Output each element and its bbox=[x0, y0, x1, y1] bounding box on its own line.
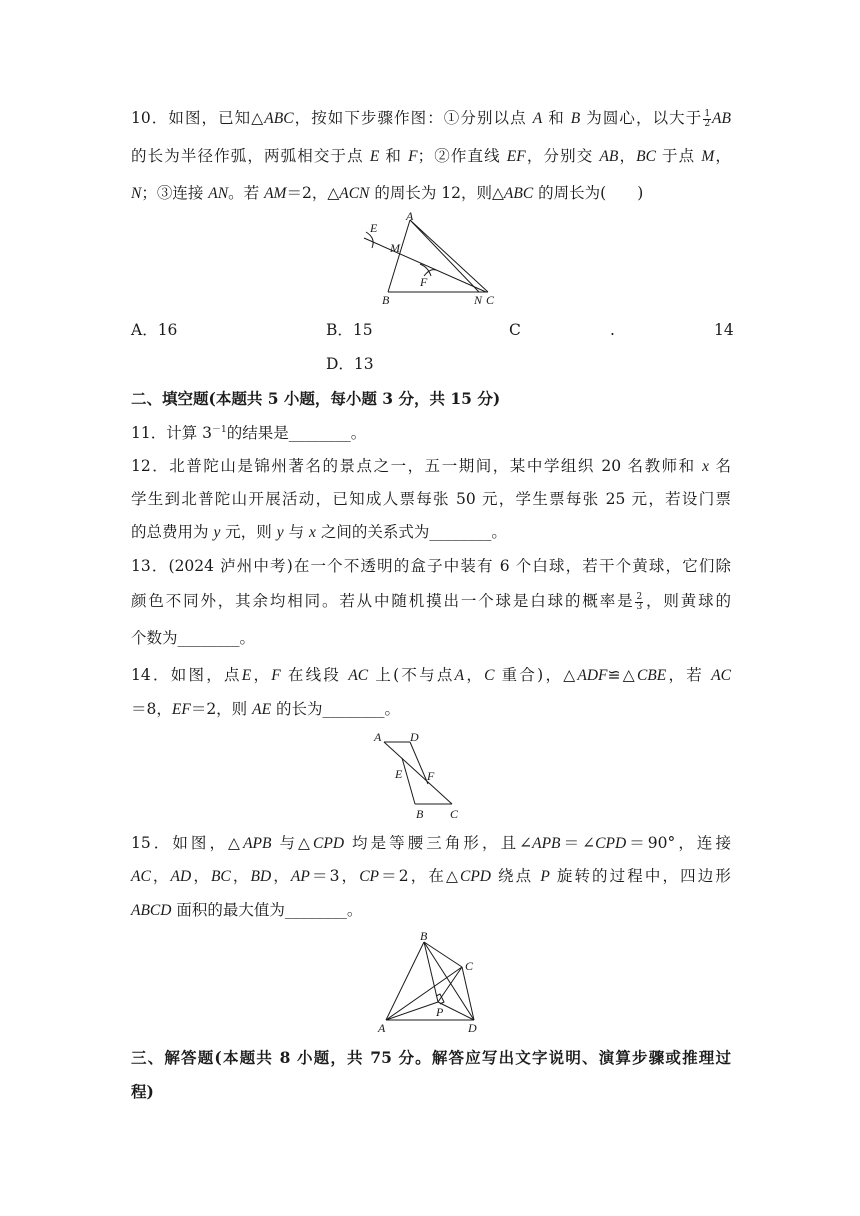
label-c: C bbox=[486, 293, 495, 307]
q14-congruent-figure bbox=[370, 728, 470, 824]
q15-rotation-figure bbox=[370, 930, 490, 1036]
q15-line-1: 15．如图，△APB 与△CPD 均是等腰三角形，且∠APB＝∠CPD＝90°，连接 bbox=[131, 834, 731, 852]
segment-ac bbox=[386, 967, 462, 1020]
option-c-dot: . bbox=[610, 321, 615, 339]
fraction-one-half: $\frac{1}{2}$ bbox=[704, 108, 711, 129]
section-2-heading: 二、填空题(本题共 5 小题，每小题 3 分，共 15 分) bbox=[131, 389, 501, 408]
section-3-heading-line-1: 三、解答题(本题共 8 小题，共 75 分。解答应写出文字说明、演算步骤或推理过 bbox=[131, 1048, 731, 1067]
label-b: B bbox=[416, 807, 424, 821]
q14-line-2: ＝8，EF＝2，则 AE 的长为________。 bbox=[131, 700, 401, 718]
label-p: P bbox=[436, 1005, 444, 1019]
option-b: B．15 bbox=[326, 321, 373, 339]
label-f: F bbox=[427, 769, 435, 783]
q10-line-1: 10．如图，已知△ABC，按如下步骤作图：①分别以点 A 和 B 为圆心，以大于 $\frac{1}{2}$ AB bbox=[131, 108, 731, 129]
q10-triangle-figure bbox=[360, 209, 510, 312]
q12-line-2: 学生到北普陀山开展活动，已知成人票每张 50 元，学生票每张 25 元，若设门票 bbox=[131, 490, 731, 508]
q14-line-1: 14．如图，点E，F 在线段 AC 上(不与点A，C 重合)，△ADF≌△CBE，若 AC bbox=[131, 666, 731, 684]
label-a: A bbox=[406, 209, 414, 223]
segment-bd bbox=[424, 942, 474, 1020]
q12-line-1: 12．北普陀山是锦州著名的景点之一，五一期间，某中学组织 20 名教师和 x 名 bbox=[131, 457, 731, 475]
label-c: C bbox=[465, 959, 474, 973]
label-e: E bbox=[370, 221, 378, 235]
label-a: A bbox=[374, 730, 382, 744]
option-c-letter: C bbox=[509, 321, 521, 339]
fraction-two-thirds: $\frac{2}{3}$ bbox=[636, 591, 643, 612]
q13-line-2: 颜色不同外，其余均相同。若从中随机摸出一个球是白球的概率是 $\frac{2}{3}$ ，则黄球的 bbox=[131, 591, 731, 612]
option-a: A．16 bbox=[131, 321, 178, 339]
segment-ab bbox=[388, 220, 410, 292]
segment-cd bbox=[462, 967, 474, 1020]
label-n: N bbox=[474, 293, 483, 307]
q15-line-3: ABCD 面积的最大值为________。 bbox=[131, 901, 363, 919]
segment-bp bbox=[424, 942, 438, 1002]
segment-df bbox=[410, 742, 428, 784]
label-m: M bbox=[390, 241, 400, 255]
label-a: A bbox=[378, 1021, 386, 1035]
q10-line-2: 的长为半径作弧，两弧相交于点 E 和 F；②作直线 EF，分别交 AB，BC 于点 M， bbox=[131, 147, 731, 165]
q15-line-2: AC，AD，BC，BD，AP＝3，CP＝2，在△CPD 绕点 P 旋转的过程中，四边形 bbox=[131, 867, 731, 885]
label-d: D bbox=[410, 730, 419, 744]
section-3-heading-line-2: 程) bbox=[131, 1082, 154, 1101]
label-d: D bbox=[468, 1021, 477, 1035]
q12-line-3: 的总费用为 y 元，则 y 与 x 之间的关系式为________。 bbox=[131, 523, 507, 541]
option-d: D．13 bbox=[326, 355, 374, 373]
label-b: B bbox=[420, 929, 428, 943]
q11-line: 11．计算 $3^{-1}$的结果是________。 bbox=[131, 424, 367, 442]
q13-line-1: 13．(2024 泸州中考)在一个不透明的盒子中装有 6 个白球，若干个黄球，它们除 bbox=[131, 557, 731, 575]
q10-line-3: N；③连接 AN。若 AM＝2，△ACN 的周长为 12，则△ABC 的周长为( ) bbox=[131, 184, 644, 202]
option-c-value: 14 bbox=[714, 321, 734, 339]
segment-bc bbox=[424, 942, 462, 967]
label-c: C bbox=[450, 807, 459, 821]
q13-line-3: 个数为________。 bbox=[131, 629, 256, 647]
label-e: E bbox=[395, 767, 403, 781]
label-b: B bbox=[382, 293, 390, 307]
label-f: F bbox=[420, 275, 428, 289]
